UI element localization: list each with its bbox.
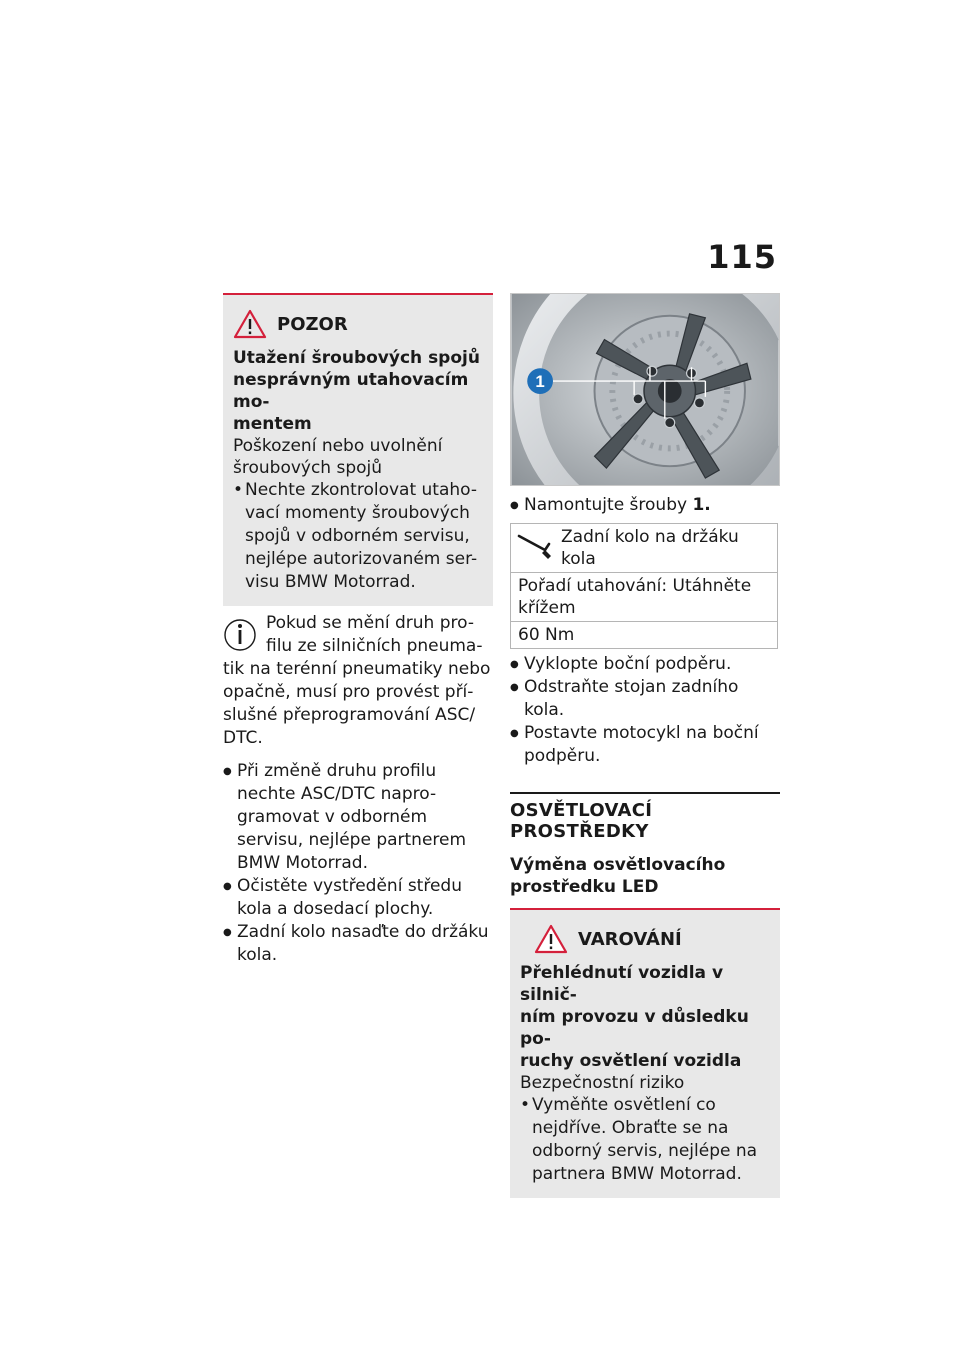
list-item [510,494,780,517]
spec-line: Zadní kolo na držáku [561,527,739,547]
step-line: BMW Motorrad. [237,853,368,873]
warning-bold-line: Přehlédnutí vozidla v silnič- [520,963,724,1005]
sub-title [510,854,780,898]
info-icon [223,616,257,654]
info-line: opačně, musí pro provést pří- [223,682,474,702]
info-line: slušné přeprogramování ASC/ [223,705,476,725]
list-item [223,875,493,921]
caution-bold-line: Utažení šroubových spojů [233,348,480,368]
list-item [510,722,780,768]
caution-text [233,435,483,479]
warning-bullet-line: odborný servis, nejlépe na [532,1141,758,1161]
step-line: ● Vyklopte boční podpěru. [524,654,732,674]
caution-bullet-line: visu BMW Motorrad. [245,572,416,592]
step-line: ● Očistěte vystředění středu [237,876,462,896]
spec-table [510,523,778,649]
table-row [511,622,778,649]
step-line: podpěru. [524,746,601,766]
list-item [510,653,780,676]
warning-bold-line: ruchy osvětlení vozidla [520,1051,742,1071]
photo-callout-label: 1 [535,372,545,392]
caution-bullet-line: nejlépe autorizovaném ser- [245,549,478,569]
list-item [520,1094,770,1186]
table-cell: 60 Nm [511,622,778,649]
table-cell [511,573,778,622]
step-line: kola a dosedací plochy. [237,899,434,919]
list-item [223,921,493,967]
wheel-photo [510,293,780,486]
left-column [223,293,493,967]
caution-bold-line: mentem [233,414,312,434]
step-line: servisu, nejlépe partnerem [237,830,467,850]
warning-bullet-line: partnera BMW Motorrad. [532,1164,742,1184]
spec-line: křížem [518,598,576,618]
caution-bold [233,347,483,435]
caution-box [223,293,493,606]
warning-bold [520,962,770,1072]
page-number: 115 [707,238,777,276]
warning-bullets [520,1094,770,1186]
caution-bullets [233,479,483,594]
info-line: filu ze silničních pneuma- [266,636,483,656]
warning-box [510,908,780,1198]
info-line: Pokud se mění druh pro- [266,613,474,633]
caution-text-line: Poškození nebo uvolnění [233,436,443,456]
table-cell [511,524,778,573]
info-line: DTC. [223,728,263,748]
warning-bold-line: ním provozu v důsledku po- [520,1007,749,1049]
sub-title-line: prostředku LED [510,877,659,897]
list-item [233,479,483,594]
step-line: ● Při změně druhu profilu [237,761,437,781]
warning-bullet-line: nejdříve. Obraťte se na [532,1118,729,1138]
warning-triangle-icon [534,924,568,954]
left-steps [223,760,493,967]
caution-header [233,309,483,339]
caution-title: POZOR [277,313,348,335]
info-note [223,612,493,750]
step-line: ● Odstraňte stojan zadního kola. [524,677,739,720]
step-line: nechte ASC/DTC napro- [237,784,437,804]
spec-line: Pořadí utahování: Utáhněte [518,576,752,596]
step-line: kola. [237,945,278,965]
caution-bullet-line: spojů v odborném servisu, [245,526,470,546]
step-line: ● Postavte motocykl na boční [524,723,759,743]
spec-line: kola [561,549,596,569]
caution-text-line: šroubových spojů [233,458,383,478]
caution-bold-line: nesprávným utahovacím mo- [233,370,469,412]
info-line: tik na terénní pneumatiky nebo [223,659,491,679]
wrench-icon [515,530,555,560]
caution-bullet-line: • Nechte zkontrolovat utaho- [245,480,477,500]
table-row [511,524,778,573]
warning-header [520,924,770,954]
warning-text [520,1072,770,1094]
list-item [510,676,780,722]
warning-title: VAROVÁNÍ [578,928,682,950]
section-title: OSVĚTLOVACÍ PROSTŘEDKY [510,792,780,842]
table-row [511,573,778,622]
sub-title-line: Výměna osvětlovacího [510,855,726,875]
list-item [223,760,493,875]
right-steps [510,653,780,768]
right-column [510,293,780,1198]
step-ref: 1. [692,495,711,515]
mount-step [510,494,780,517]
warning-text-line: Bezpečnostní riziko [520,1073,685,1093]
step-line: gramovat v odborném [237,807,428,827]
step-line: ● Zadní kolo nasaďte do držáku [237,922,489,942]
step-text: Namontujte šrouby [524,495,688,515]
warning-bullet-line: • Vyměňte osvětlení co [532,1095,716,1115]
caution-bullet-line: vací momenty šroubových [245,503,470,523]
warning-triangle-icon [233,309,267,339]
